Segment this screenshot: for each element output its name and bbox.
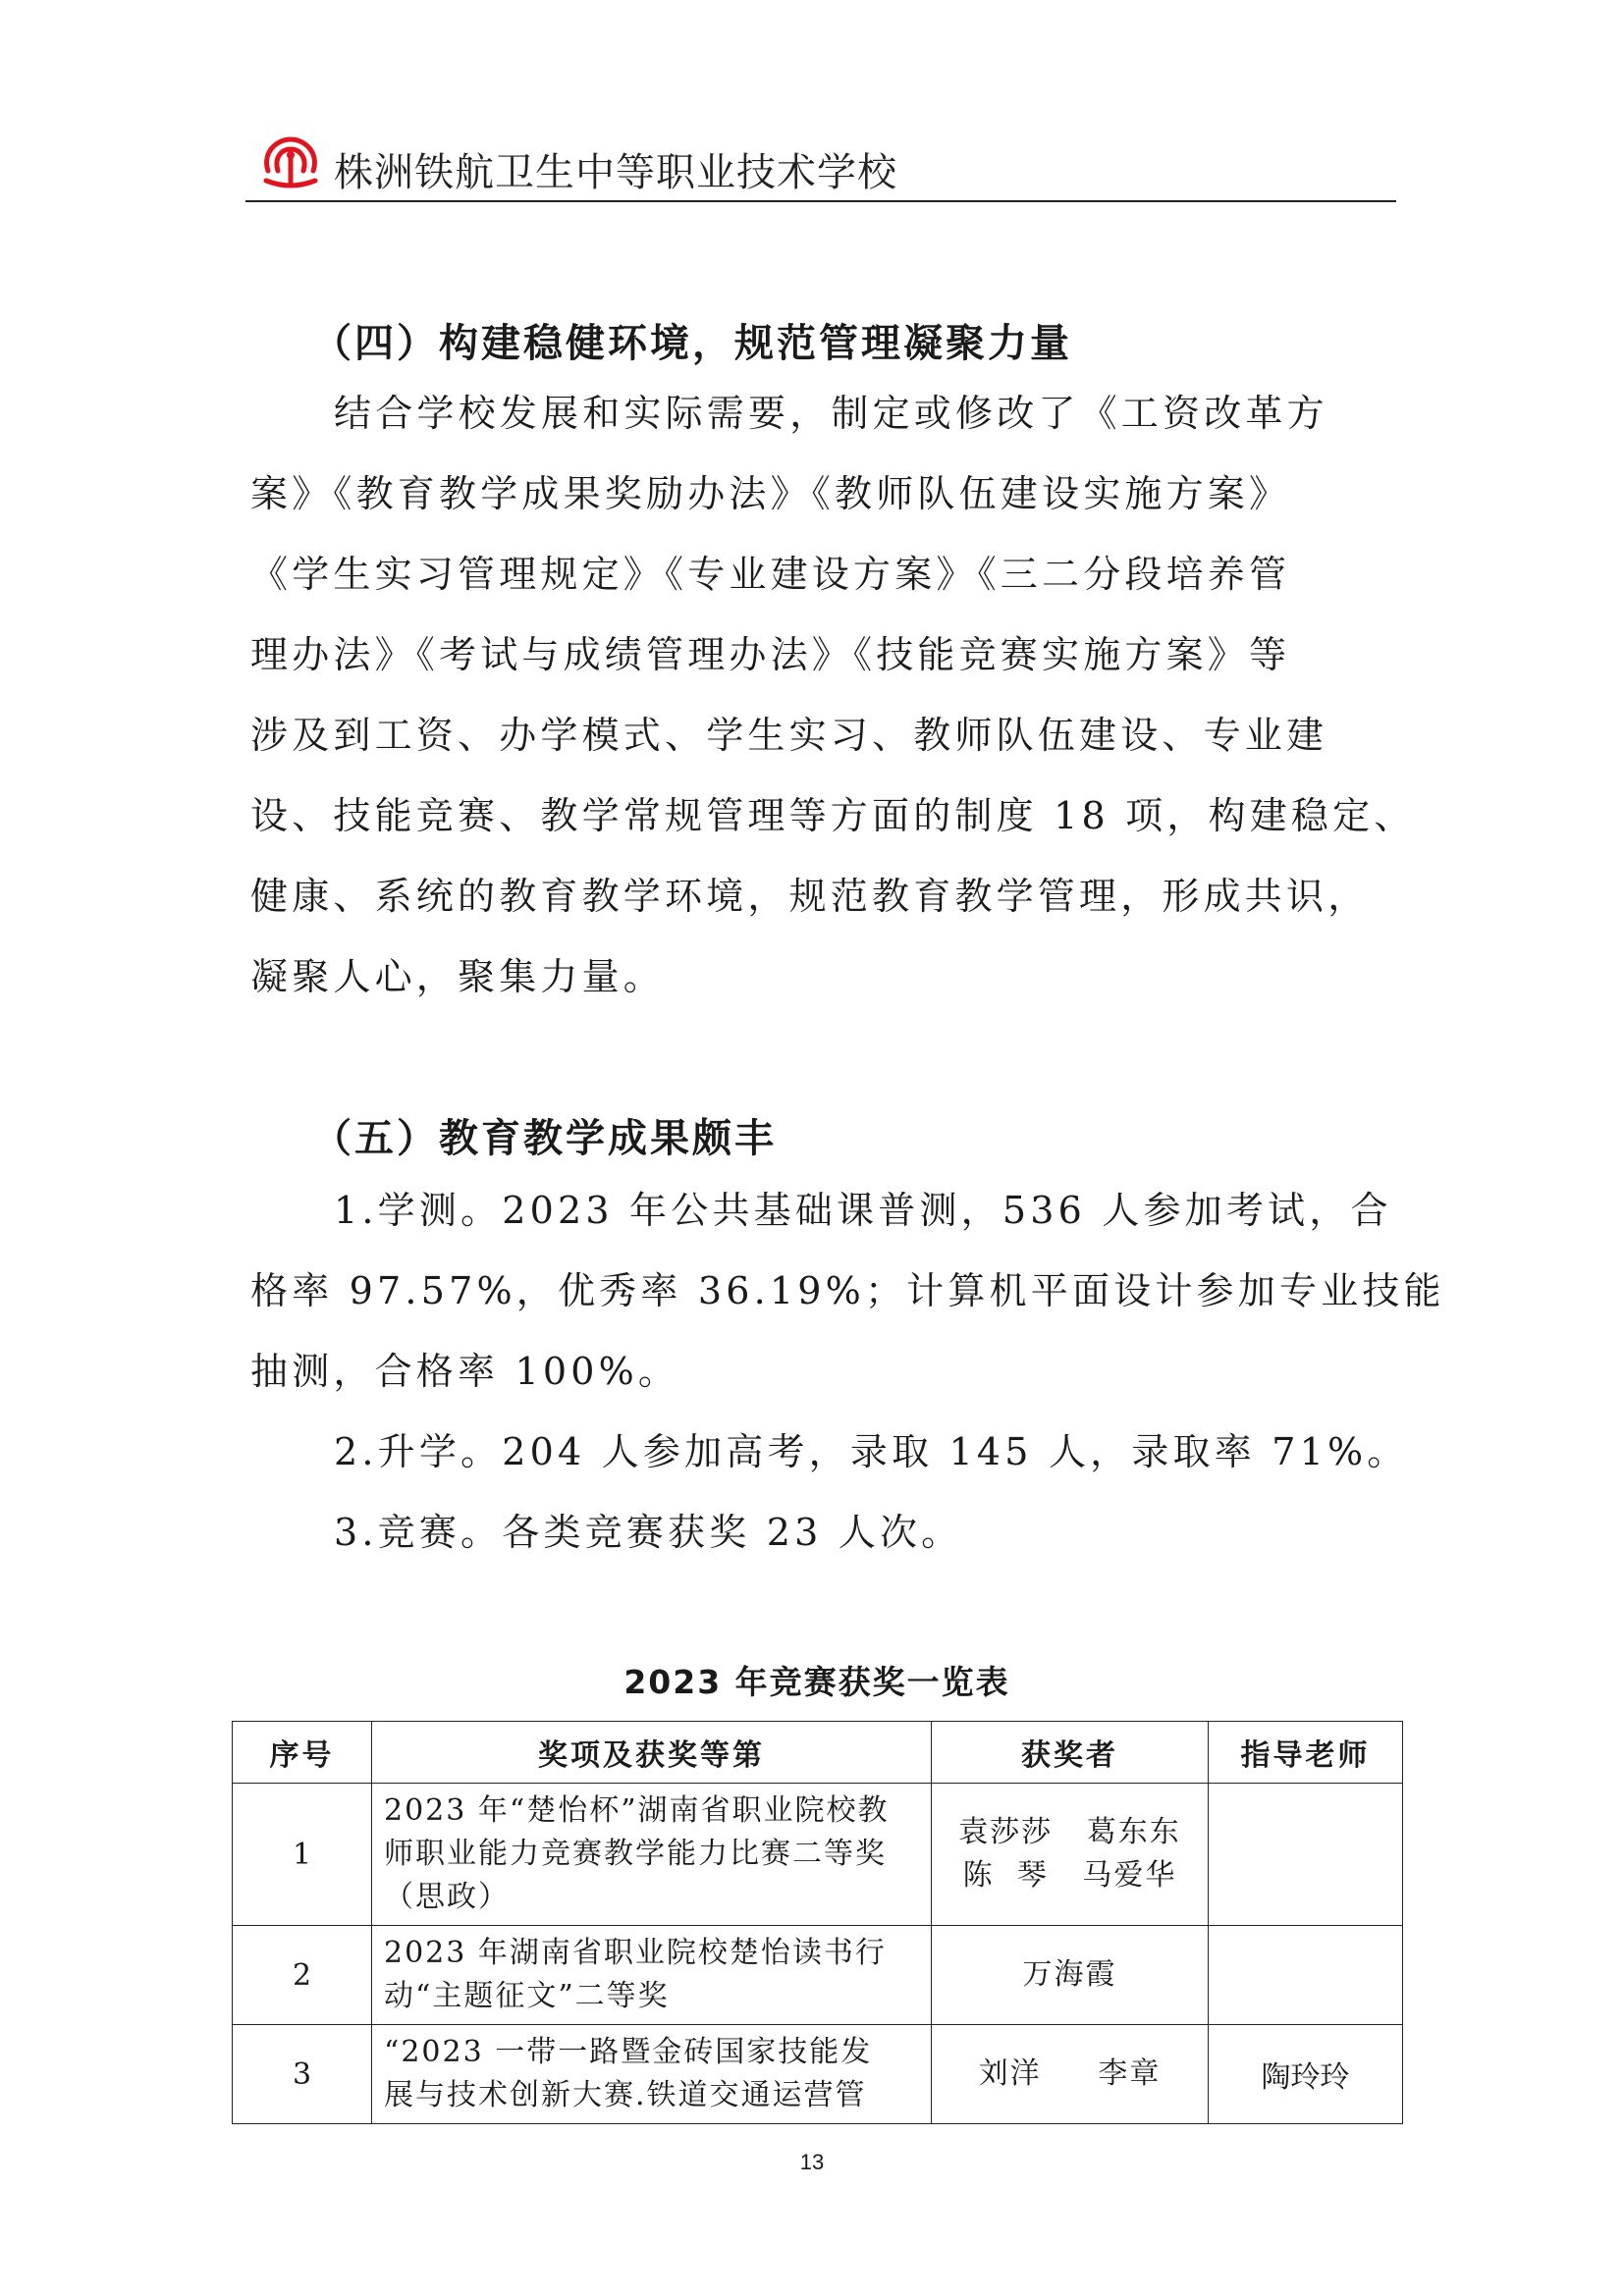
winners-cell bbox=[932, 2025, 1209, 2124]
section-5-line: 格率 97.57%，优秀率 36.19%；计算机平面设计参加专业技能 bbox=[250, 1269, 1445, 1312]
winners-cell bbox=[932, 1926, 1209, 2025]
award-cell bbox=[372, 1784, 932, 1926]
header-teacher: 指导老师 bbox=[1209, 1722, 1403, 1784]
award-line: “2023 一带一路暨金砖国家技能发 bbox=[384, 2035, 873, 2069]
row-number: 3 bbox=[233, 2025, 372, 2124]
award-cell bbox=[372, 1926, 932, 2025]
table-row bbox=[233, 1784, 1403, 1926]
section-4-title: （四）构建稳健环境，规范管理凝聚力量 bbox=[312, 321, 1072, 366]
table-title: 2023 年竞赛获奖一览表 bbox=[623, 1663, 1010, 1701]
winner-line: 刘洋 李章 bbox=[978, 2056, 1162, 2091]
award-line: 2023 年湖南省职业院校楚怡读书行 bbox=[384, 1936, 887, 1970]
award-cell bbox=[372, 2025, 932, 2124]
winner-line: 陈 琴 马爱华 bbox=[962, 1858, 1177, 1893]
section-4-line: 设、技能竞赛、教学常规管理等方面的制度 18 项，构建稳定、 bbox=[250, 794, 1416, 837]
teacher-cell bbox=[1209, 1926, 1403, 2025]
award-line: 展与技术创新大赛.铁道交通运营管 bbox=[384, 2078, 867, 2112]
page-number: 13 bbox=[799, 2150, 825, 2174]
school-name: 株洲铁航卫生中等职业技术学校 bbox=[334, 150, 897, 195]
section-4-line: 健康、系统的教育教学环境，规范教育教学管理，形成共识， bbox=[250, 875, 1370, 918]
winner-line: 袁莎莎 葛东东 bbox=[958, 1815, 1181, 1849]
page-header bbox=[245, 126, 1396, 202]
section-4-line: 结合学校发展和实际需要，制定或修改了《工资改革方 bbox=[334, 392, 1328, 435]
section-5-line: 3.竞赛。各类竞赛获奖 23 人次。 bbox=[334, 1511, 963, 1554]
section-5-title: （五）教育教学成果颇丰 bbox=[312, 1116, 777, 1161]
table-row bbox=[233, 2025, 1403, 2124]
header-award: 奖项及获奖等第 bbox=[372, 1722, 932, 1784]
section-5-line: 抽测，合格率 100%。 bbox=[250, 1350, 680, 1393]
winners-cell bbox=[932, 1784, 1209, 1926]
award-line: （思政） bbox=[384, 1880, 510, 1914]
award-line: 师职业能力竞赛教学能力比赛二等奖 bbox=[384, 1837, 887, 1871]
section-4-line: 案》《教育教学成果奖励办法》《教师队伍建设实施方案》 bbox=[250, 472, 1291, 515]
header-winners: 获奖者 bbox=[932, 1722, 1209, 1784]
header-number: 序号 bbox=[233, 1722, 372, 1784]
table-row bbox=[233, 1926, 1403, 2025]
section-4-line: 凝聚人心，聚集力量。 bbox=[250, 955, 666, 998]
section-5-line: 2.升学。204 人参加高考，录取 145 人，录取率 71%。 bbox=[334, 1430, 1409, 1473]
section-4-line: 理办法》《考试与成绩管理办法》《技能竞赛实施方案》等 bbox=[250, 633, 1291, 676]
awards-table bbox=[232, 1721, 1403, 2124]
row-number: 2 bbox=[233, 1926, 372, 2025]
teacher-cell bbox=[1209, 1784, 1403, 1926]
row-number: 1 bbox=[233, 1784, 372, 1926]
winner-line: 万海霞 bbox=[1022, 1957, 1117, 1992]
table-header-row bbox=[233, 1722, 1403, 1784]
section-4-line: 《学生实习管理规定》《专业建设方案》《三二分段培养管 bbox=[250, 553, 1291, 596]
teacher-cell: 陶玲玲 bbox=[1209, 2025, 1403, 2124]
section-4-line: 涉及到工资、办学模式、学生实习、教师队伍建设、专业建 bbox=[250, 714, 1328, 757]
section-5-line: 1.学测。2023 年公共基础课普测，536 人参加考试，合 bbox=[334, 1189, 1392, 1232]
award-line: 动“主题征文”二等奖 bbox=[384, 1979, 670, 2013]
award-line: 2023 年“楚怡杯”湖南省职业院校教 bbox=[384, 1793, 890, 1828]
school-logo-icon bbox=[260, 133, 321, 192]
